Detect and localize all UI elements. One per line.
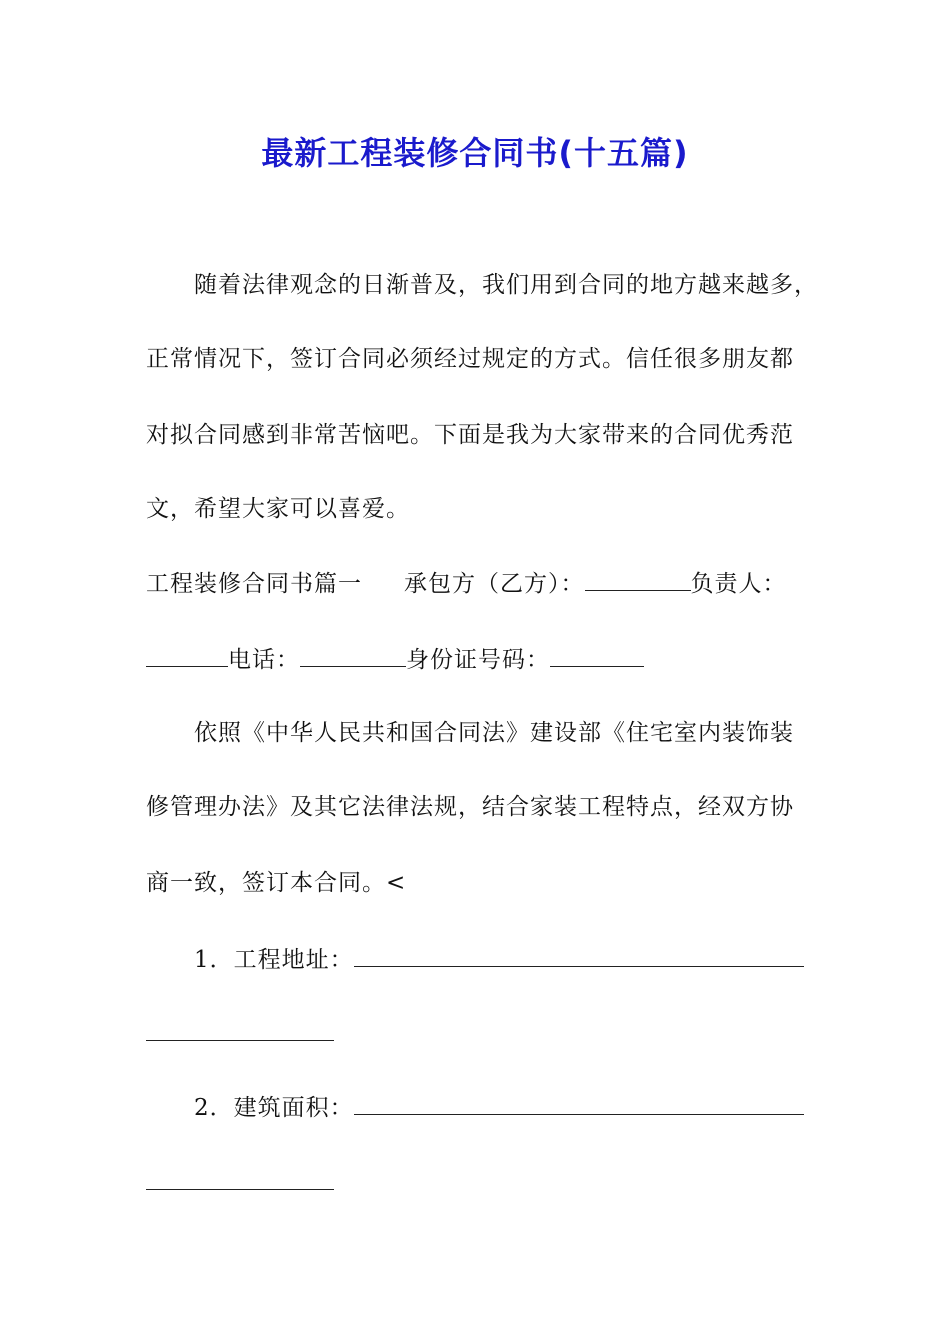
item-1-label: 1．工程地址：	[194, 947, 354, 973]
basis-line-1: 依照《中华人民共和国合同法》建设部《住宅室内装饰装	[194, 720, 794, 746]
intro-line-1: 随着法律观念的日渐普及，我们用到合同的地方越来越多，	[194, 272, 818, 298]
basis-line-2: 修管理办法》及其它法律法规，结合家装工程特点，经双方协	[146, 794, 794, 820]
responsible-label: 负责人：	[690, 571, 787, 597]
phone-blank[interactable]	[300, 644, 406, 667]
responsible-blank[interactable]	[146, 644, 228, 667]
item-2-line	[194, 1092, 804, 1123]
contractor-blank[interactable]	[585, 568, 691, 591]
address-blank[interactable]	[354, 944, 804, 967]
party-info-line	[146, 568, 787, 599]
intro-line-4: 文，希望大家可以喜爱。	[146, 496, 410, 522]
area-blank-continued[interactable]	[146, 1189, 334, 1190]
phone-label: 电话：	[228, 647, 300, 673]
intro-line-3: 对拟合同感到非常苦恼吧。下面是我为大家带来的合同优秀范	[146, 422, 794, 448]
document-title: 最新工程装修合同书(十五篇)	[261, 134, 689, 172]
basis-line-3: 商一致，签订本合同。<	[146, 870, 407, 896]
intro-line-2: 正常情况下，签订合同必须经过规定的方式。信任很多朋友都	[146, 346, 794, 372]
area-blank[interactable]	[354, 1092, 804, 1115]
contractor-label: 承包方（乙方）：	[404, 571, 585, 597]
item-2-label: 2．建筑面积：	[194, 1095, 354, 1121]
item-1-line	[194, 944, 804, 975]
contact-info-line	[146, 644, 644, 675]
address-blank-continued[interactable]	[146, 1040, 334, 1041]
id-label: 身份证号码：	[406, 647, 550, 673]
id-blank[interactable]	[550, 644, 644, 667]
section-heading: 工程装修合同书篇一	[146, 571, 362, 597]
